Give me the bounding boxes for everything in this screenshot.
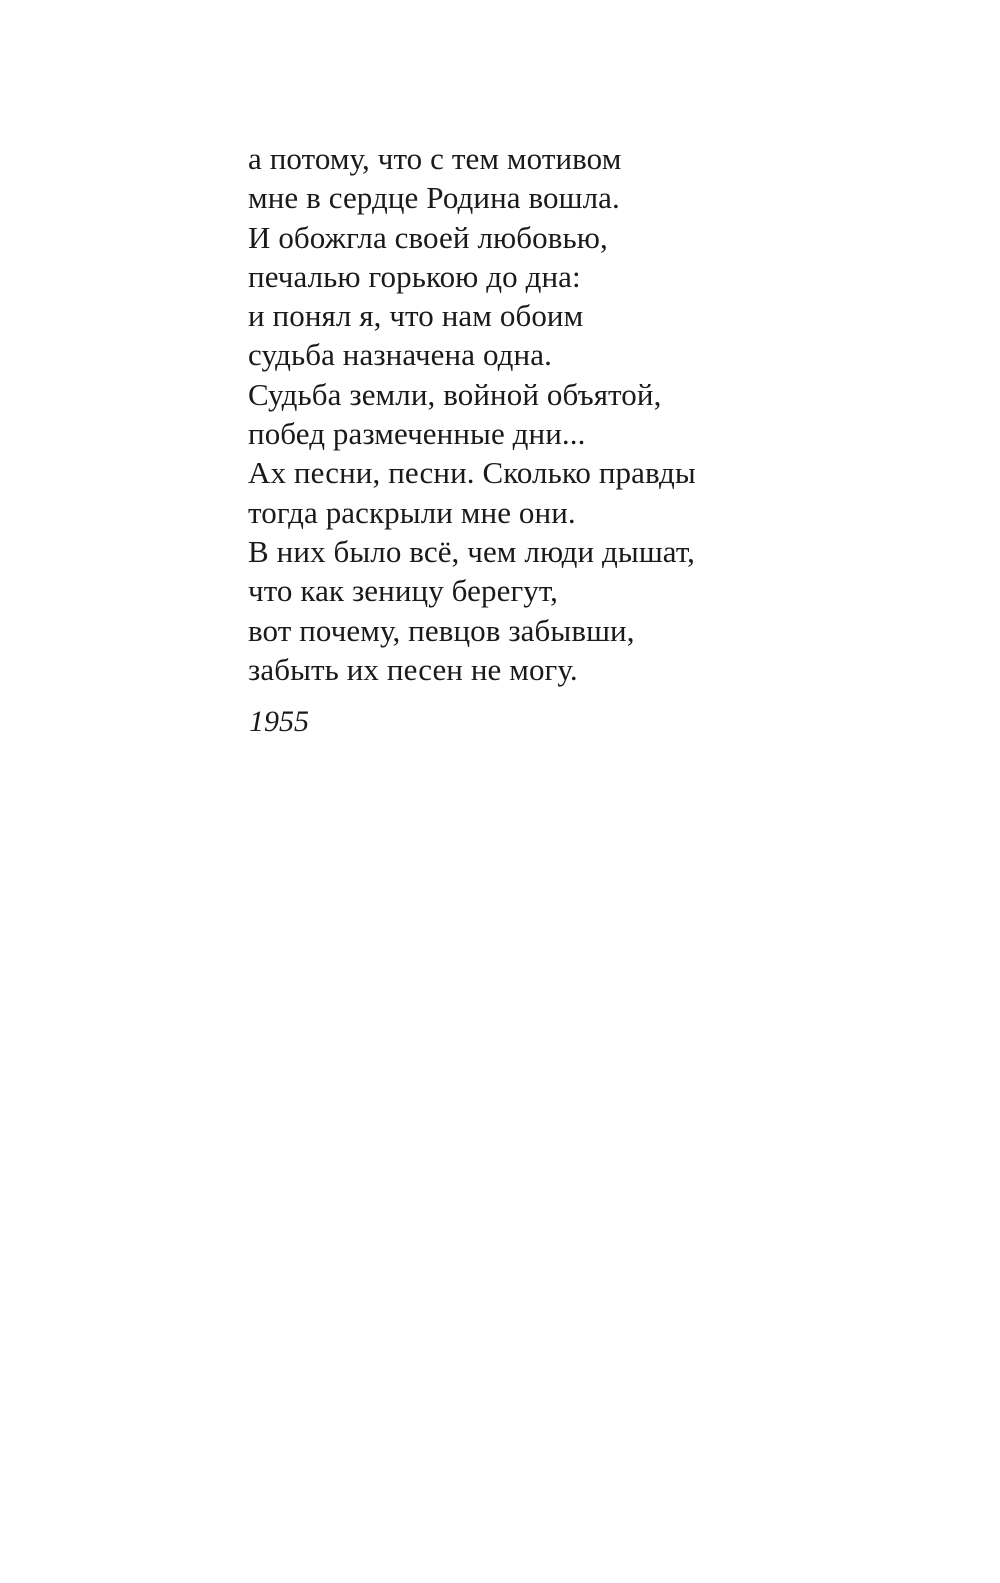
poem-line: побед размеченные дни... — [248, 416, 586, 452]
poem-line: В них было всё, чем люди дышат, — [248, 533, 696, 569]
poem-line: и понял я, что нам обоим — [248, 298, 584, 334]
poem-line: вот почему, певцов забывши, — [248, 612, 635, 648]
poem-line: тогда раскрыли мне они. — [248, 494, 576, 530]
poem-line: что как зеницу берегут, — [248, 573, 559, 609]
poem-line: а потому, что с тем мотивом — [248, 141, 622, 176]
poem-line: мне в сердце Родина вошла. — [248, 180, 620, 216]
poem-line: судьба назначена одна. — [248, 337, 552, 373]
poem-line: И обожгла своей любовью, — [248, 219, 608, 255]
poem-line: Судьба земли, войной объятой, — [248, 376, 662, 412]
poem-line: печалью горькою до дна: — [248, 258, 581, 294]
poem-line: Ах песни, песни. Сколько правды — [248, 455, 696, 491]
poem-stanza — [248, 139, 888, 689]
poem-line: забыть их песен не могу. — [248, 651, 578, 687]
poem-date: 1955 — [249, 705, 309, 738]
